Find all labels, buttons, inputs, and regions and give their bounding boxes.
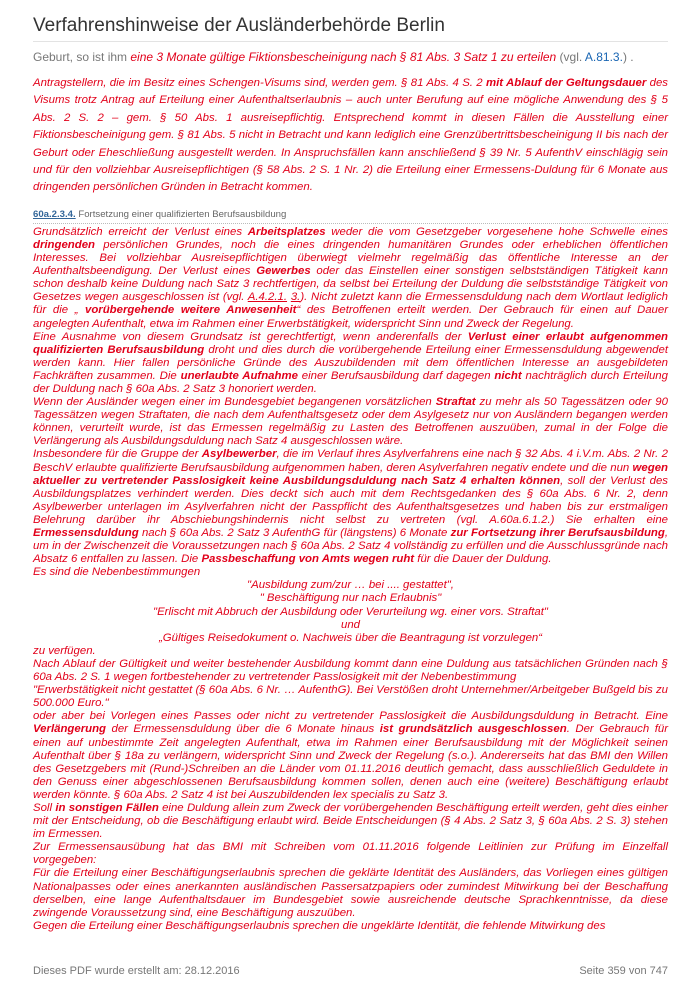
text: , die im Verlauf ihres Asylverfahrens eine nach § 32 Abs. 4 i.V.m. Abs. 2 Nr. 2 BeschV erlaubte qualifizierte Berufsausbildung aufgenommen haben, deren Asylverfahren negativ endete und die nun (33, 448, 668, 474)
section-heading (33, 209, 668, 224)
paragraph: Für die Erteilung einer Beschäftigungserlaubnis sprechen die geklärte Identität des Ausländers, das Vorliegen eines gültigen Nationalpasses oder eines anerkannten ausländischen Passersatzpapiers oder zumindest Mitwirkung bei der Beschaffung derselben, eine lange Aufenthaltsdauer im Bundesgebiet sowie ausreichende deutsche Sprachkenntnisse, da diese zwingende Voraussetzung sind, eine Beschäftigung auszuüben. (33, 867, 668, 919)
text: , soll der Verlust des Ausbildungsplatzes verhindert werden. Dies deckt sich auch mit dem Rechtsgedanken des § 60a Abs. 6 Nr. 2, denn Asylbewerber unterlagen im Asylverfahren nicht der Passpflicht des Aufenthaltsgesetzes und haben bis zur erstmaligen Belehrung darüber ihr Abschiebungshindernis nicht selbst zu vertreten (vgl. A.60a.6.1.2.) Sie erhalten eine (33, 474, 668, 526)
text-bold: Asylbewerber (201, 448, 277, 461)
text-bold: Verlust einer erlaubt aufgenommen qualifizierten Berufsausbildung (33, 330, 668, 356)
section-number-link[interactable]: 60a.2.3.4. (33, 208, 76, 220)
section-body (33, 226, 668, 933)
text: zu mehr als 50 Tagessätzen oder 90 Tagessätzen wegen Straftaten, die nach dem Aufenthaltsgesetz oder dem Asylgesetz nur von Ausländern begangen werden können, verurteilt wurde, ist das Ermessen regelmäßig zu Lasten des Betroffenen auszuüben, zumal in der Folge die Verlängerung als Ausbildungsduldung nach Satz 4 ausgeschlossen wäre. (33, 396, 668, 448)
text: “ des Betroffenen erteilt werden. Der Gebrauch für einen auf Dauer angelegten Aufenthalt, etwa im Rahmen einer Erwerbstätigkeit, widerspricht Sinn und Zweck der Regelung. (33, 304, 669, 330)
text-bold: Ermessensduldung (33, 527, 139, 539)
intro-text-3: ) . (622, 50, 634, 64)
text-bold: Verlängerung (33, 723, 106, 736)
text: Grundsätzlich erreicht der Verlust eines (33, 225, 248, 238)
text-bold: dringenden (33, 238, 96, 251)
paragraph: Zur Ermessensausübung hat das BMI mit Schreiben vom 01.11.2016 folgende Leitlinien zur Prüfung im Einzelfall vorgegeben: (33, 841, 668, 867)
paragraph (33, 802, 668, 841)
crossref-link[interactable]: 3. (290, 291, 301, 304)
paragraph: zu verfügen. (33, 644, 96, 657)
text: der Ermessensduldung über die 6 Monate hinaus (106, 723, 380, 736)
text: nach § 60a Abs. 2 Satz 3 AufenthG für (längstens) 6 Monate (138, 527, 451, 539)
text-bold: ist grundsätzlich ausgeschlossen (379, 723, 567, 736)
footer-created-date: Dieses PDF wurde erstellt am: 28.12.2016 (33, 965, 240, 977)
text: eine Duldung allein zum Zweck der vorübergehenden Beschäftigung erteilt werden, geht dies einher mit der Entscheidung, ob die Beschäftigung erlaubt wird. Beide Entscheidungen (§ 4 Abs. 2 Satz 3, § 60a Abs. 2 S. 3) stehen im Ermessen. (33, 801, 668, 841)
text: einer Berufsausbildung darf dagegen (297, 369, 495, 382)
text-bold: wegen aktueller zu vertretender Passlosigkeit keine Ausbildungsduldung nach Satz 4 erhalten können (33, 461, 668, 487)
text: Insbesondere für die Gruppe der (33, 448, 202, 461)
intro-text: Geburt, so ist ihm (33, 50, 131, 64)
text: persönlichen Grundes, noch die eines dringenden humanitären Grundes oder erheblichen öffentlichen Interesses. Bei vollziehbar Ausreisepflichtigen überwiegt vielmehr regelmäßig das öffentliche Interesse an der Aufenthaltsbeendigung. Der Verlust eines (33, 238, 668, 278)
centered-clause: " Beschäftigung nur nach Erlaubnis" (259, 592, 442, 605)
centered-clause: "Erlischt mit Abbruch der Ausbildung oder Verurteilung wg. einer vors. Straftat" (153, 605, 548, 618)
paragraph: Gegen die Erteilung einer Beschäftigungserlaubnis sprechen die ungeklärte Identität, die fehlende Mitwirkung des (33, 919, 606, 932)
centered-clause: und (340, 618, 360, 631)
text: oder das Einstellen einer sonstigen selbstständigen Tätigkeit kann schon deshalb keine Duldung nach Satz 3 rechtfertigen, da selbst bei Erteilung der Duldung die selbstständige Tätigkeit von Gesetzes wegen ausgeschlossen ist (vgl. (33, 265, 668, 304)
paragraph: Nach Ablauf der Gültigkeit und weiter bestehender Ausbildung kommt dann eine Duldung aus tatsächlichen Gründen nach § 60a Abs. 2 S. 1 wegen fortbestehender zu vertretender Passlosigkeit mit der Nebenbestimmung (33, 657, 668, 684)
schengen-paragraph (33, 75, 668, 197)
intro-line (33, 50, 668, 65)
footer-page-number: Seite 359 von 747 (579, 965, 668, 977)
text-bold: Arbeitsplatzes (247, 225, 326, 238)
text-bold: Straftat (435, 396, 476, 409)
intro-highlight: eine 3 Monate gültige Fiktionsbescheinigung nach § 81 Abs. 3 Satz 1 zu erteilen (130, 50, 557, 64)
text: oder aber bei Vorlegen eines Passes oder nicht zu vertretender Passlosigkeit die Ausbildungsduldung in Betracht. Eine (33, 710, 668, 723)
text-bold: unerlaubte Aufnahme (180, 369, 298, 382)
text-bold: Passbeschaffung von Amts wegen ruht (201, 553, 415, 566)
intro-link[interactable]: A.81.3. (584, 50, 623, 64)
text: . Der Gebrauch für einen auf unbestimmte Zeit angelegten Aufenthalt, etwa im Rahmen einer Berufsausbildung mit der Möglichkeit seinen Aufenthalt über § 18a zu verlängern, widerspricht Sinn und Zweck der Regelung (s.o.). Andererseits hat das BMI den Willen des Gesetzgebers mit (Rund-)Schreiben an die Länder vom 01.11.2016 deutlich gemacht, dass ausschließlich Geduldete in den Genuss einer abgeschlossenen Berufsausbildung kommen sollen, denen auch eine (weitere) Beschäftigung erlaubt werden könnte. § 60a Abs. 2 Satz 4 ist bei Auszubildenden lex specialis zu Satz 3. (33, 723, 668, 801)
page-title: Verfahrenshinweise der Ausländerbehörde Berlin (33, 14, 668, 42)
para-text: des Visums trotz Antrag auf Erteilung einer Aufenthaltserlaubnis – auch unter Berufung auf eine mögliche Anwendung des § 5 Abs. 2 S. 2 – gem. § 50 Abs. 1 ausreisepflichtig. Entsprechend kommt in diesen Fällen die Ausstellung einer Fiktionsbescheinigung gem. § 81 Abs. 5 nicht in Betracht und kann lediglich eine Grenzübertrittsbescheinigung II bis nach der Geburt oder Eheschließung ausgestellt werden. In Anspruchsfällen kann anschließend § 39 Nr. 5 AufenthV einschlägig sein und für den vollziehbar Ausreisepflichtigen (§ 58 Abs. 2 S. 1 Nr. 2) die Erteilung einer Ermessens-Duldung für 6 Monate aus dringenden persönlichen Gründen in Betracht kommen. (33, 77, 669, 194)
text: , um in der Zwischenzeit die Voraussetzungen nach § 60a Abs. 2 Satz 4 vollständig zu erfüllen und die Ausschlussgründe nach Absatz 6 entfallen zu lassen. Die (33, 527, 669, 566)
paragraph (33, 448, 668, 566)
section-title: Fortsetzung einer qualifizierten Berufsausbildung (75, 208, 287, 220)
text: Wenn der Ausländer wegen einer im Bundesgebiet begangenen vorsätzlichen (33, 396, 436, 409)
paragraph (33, 226, 668, 331)
para-text: Antragstellern, die im Besitz eines Schengen-Visums sind, werden gem. § 81 Abs. 4 S. 2 (33, 77, 487, 89)
centered-clause: „Gültiges Reisedokument o. Nachweis über die Beantragung ist vorzulegen“ (158, 631, 543, 644)
text: ). Nicht zuletzt kann die Ermessensduldung nach dem Wortlaut lediglich für die „ (33, 291, 668, 317)
text-bold: in sonstigen Fällen (55, 801, 159, 814)
paragraph (33, 331, 668, 396)
paragraph (33, 396, 668, 448)
text-bold: Gewerbes (256, 265, 311, 278)
text-bold: vorübergehende weitere Anwesenheit (85, 304, 297, 317)
text: Soll (33, 801, 56, 814)
centered-clause: "Ausbildung zum/zur … bei .... gestattet", (247, 579, 454, 592)
paragraph (33, 710, 668, 802)
text: droht und dies durch die vorübergehende Erteilung einer Ermessensduldung abgewendet werden kann. Hier fallen persönliche Gründe des Auszubildenden mit dem öffentlichen Interesse an ausgebildeten Fachkräften zusammen. Die (33, 343, 668, 382)
text: weder die vom Gesetzgeber vorgesehene hohe Schwelle eines (325, 225, 668, 238)
text: nachträglich durch Erteilung der Duldung nach § 60a Abs. 2 Satz 3 honoriert werden. (33, 369, 668, 395)
document-page (33, 0, 668, 933)
paragraph: Es sind die Nebenbestimmungen (33, 566, 201, 579)
text-bold: zur Fortsetzung ihrer Berufsausbildung (450, 527, 665, 539)
para-bold: mit Ablauf der Geltungsdauer (486, 77, 647, 89)
intro-text-2: (vgl. (556, 50, 585, 64)
text: für die Dauer der Duldung. (414, 553, 552, 566)
text: Eine Ausnahme von diesem Grundsatz ist gerechtfertigt, wenn anderenfalls der (33, 330, 468, 343)
crossref-link[interactable]: A.4.2.1. (247, 291, 288, 304)
paragraph: "Erwerbstätigkeit nicht gestattet (§ 60a Abs. 6 Nr. … AufenthG). Bei Verstößen droht Unternehmer/Arbeitgeber Bußgeld bis zu 500.000 Euro." (33, 684, 668, 710)
text-bold: nicht (494, 369, 522, 382)
